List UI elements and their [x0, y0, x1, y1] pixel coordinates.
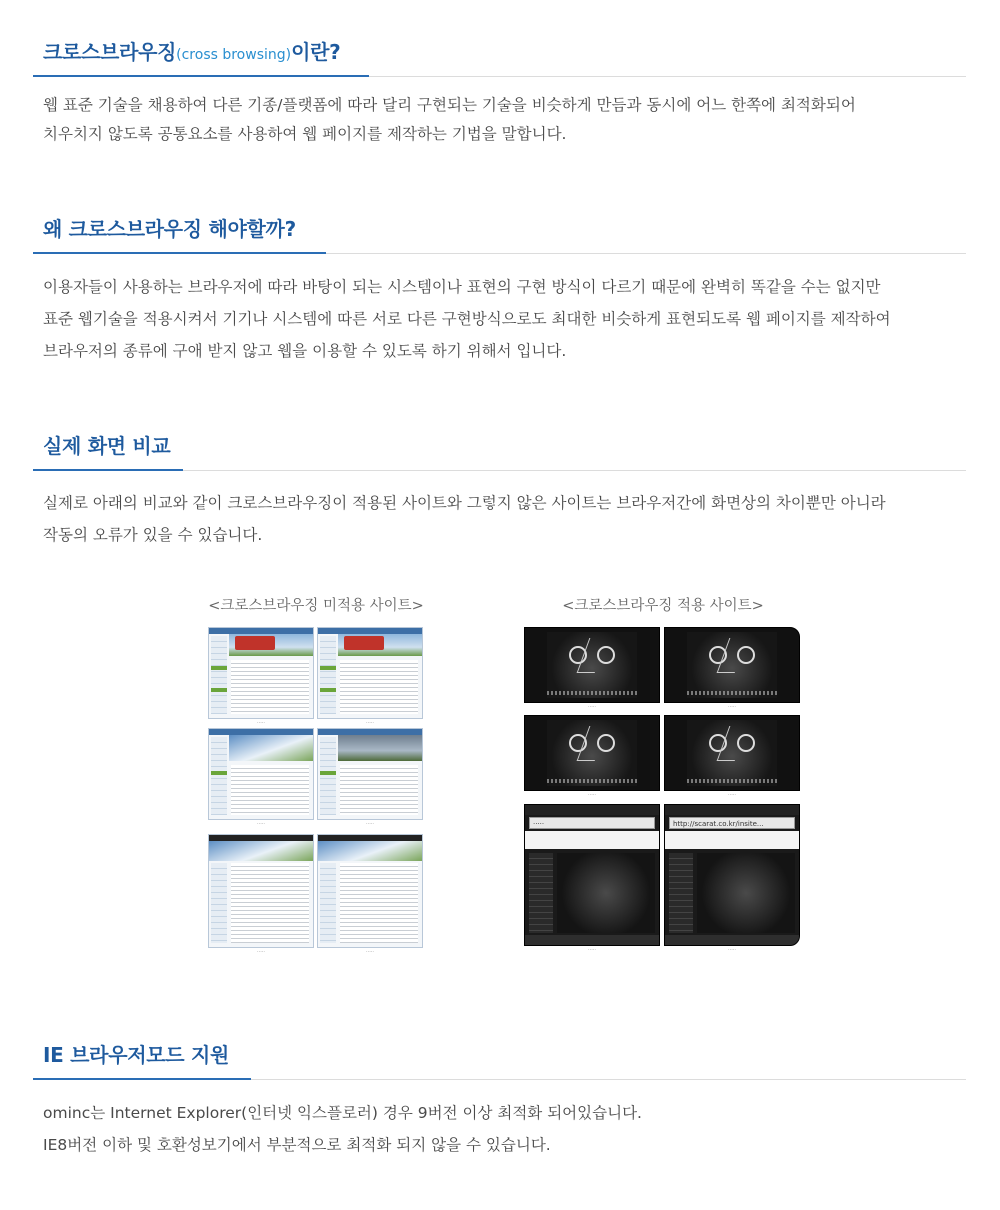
url-bar: ·····: [529, 817, 655, 829]
section-body: [33, 91, 966, 149]
thumb-label-placeholder: ·····: [257, 949, 265, 955]
thumb-label-placeholder: ·····: [257, 720, 265, 726]
thumb-label-placeholder: ·····: [366, 821, 374, 827]
title-end: 이란?: [291, 40, 341, 64]
section-heading-bar: [33, 430, 966, 471]
body-line: 브라우저의 종류에 구애 받지 않고 웹을 이용할 수 있도록 하기 위해서 입니다.: [43, 342, 567, 360]
url-bar: http://scarat.co.kr/insite...: [669, 817, 795, 829]
section-title: 실제 화면 비교: [43, 434, 171, 458]
thumb-label-placeholder: ·····: [728, 792, 736, 798]
screenshot-firefox: [664, 715, 800, 791]
body-line: 치우치지 않도록 공통요소를 사용하여 웹 페이지를 제작하는 기법을 말합니다.: [43, 125, 567, 143]
screenshot-mobile-a: [208, 834, 314, 948]
section-why: [33, 213, 966, 367]
screenshot-firefox: [317, 728, 423, 820]
section-body: [33, 271, 966, 367]
thumb-label-placeholder: ·····: [588, 792, 596, 798]
section-title: 왜 크로스브라우징 해야할까?: [43, 217, 296, 241]
section-body: [33, 487, 966, 551]
body-line: 웹 표준 기술을 채용하여 다른 기종/플랫폼에 따라 달리 구현되는 기술을 비슷하게 만듬과 동시에 어느 한쪽에 최적화되어: [43, 96, 856, 114]
heading-accent-line: [33, 1078, 251, 1080]
body-line: 표준 웹기술을 적용시켜서 기기나 시스템에 따른 서로 다른 구현방식으로도 최대한 비슷하게 표현되도록 웹 페이지를 제작하여: [43, 310, 891, 328]
section-heading-bar: [33, 1039, 966, 1080]
thumb-label-placeholder: ·····: [588, 947, 596, 953]
screenshot-mobile-b: [317, 834, 423, 948]
figure-caption: <크로스브라우징 미적용 사이트>: [208, 598, 424, 614]
section-heading-bar: [33, 213, 966, 254]
thumb-label-placeholder: ·····: [588, 704, 596, 710]
title-subtitle: (cross browsing): [176, 47, 292, 63]
thumb-label-placeholder: ·····: [728, 704, 736, 710]
body-line: 실제로 아래의 비교와 같이 크로스브라우징이 적용된 사이트와 그렇지 않은 사이트는 브라우저간에 화면상의 차이뿐만 아니라: [43, 494, 886, 512]
screenshot-ie: [208, 627, 314, 719]
section-title: IE 브라우저모드 지원: [43, 1043, 229, 1067]
section-body: [33, 1097, 966, 1161]
screenshot-safari: [208, 728, 314, 820]
figure-before: [205, 595, 427, 987]
screenshot-grid: [522, 627, 804, 987]
thumb-label-placeholder: ·····: [257, 821, 265, 827]
heading-accent-line: [33, 75, 369, 77]
figure-caption: <크로스브라우징 적용 사이트>: [562, 598, 764, 614]
screenshot-chrome: [664, 627, 800, 703]
thumb-label-placeholder: ·····: [728, 947, 736, 953]
screenshot-mobile-a: [524, 804, 660, 946]
heading-accent-line: [33, 252, 326, 254]
figure-after: [522, 595, 804, 987]
title-main: 크로스브라우징: [43, 40, 177, 64]
body-line: 이용자들이 사용하는 브라우저에 따라 바탕이 되는 시스템이나 표현의 구현 방식이 다르기 때문에 완벽히 똑같을 수는 없지만: [43, 278, 881, 296]
screenshot-chrome: [317, 627, 423, 719]
body-line: ominc는 Internet Explorer(인터넷 익스플로러) 경우 9버전 이상 최적화 되어있습니다.: [43, 1104, 642, 1122]
heading-accent-line: [33, 469, 183, 471]
section-ie-mode: [33, 1039, 966, 1161]
section-cross-browsing: [33, 36, 966, 149]
section-heading-bar: [33, 36, 966, 77]
body-line: IE8버전 이하 및 호환성보기에서 부분적으로 최적화 되지 않을 수 있습니다.: [43, 1136, 551, 1154]
screenshot-ie: [524, 627, 660, 703]
thumb-label-placeholder: ·····: [366, 949, 374, 955]
thumb-label-placeholder: ·····: [366, 720, 374, 726]
screenshot-mobile-b: [664, 804, 800, 946]
body-line: 작동의 오류가 있을 수 있습니다.: [43, 526, 263, 544]
section-compare: [33, 430, 966, 551]
screenshot-grid: [205, 627, 427, 987]
section-title: [43, 36, 340, 65]
screenshot-safari: [524, 715, 660, 791]
